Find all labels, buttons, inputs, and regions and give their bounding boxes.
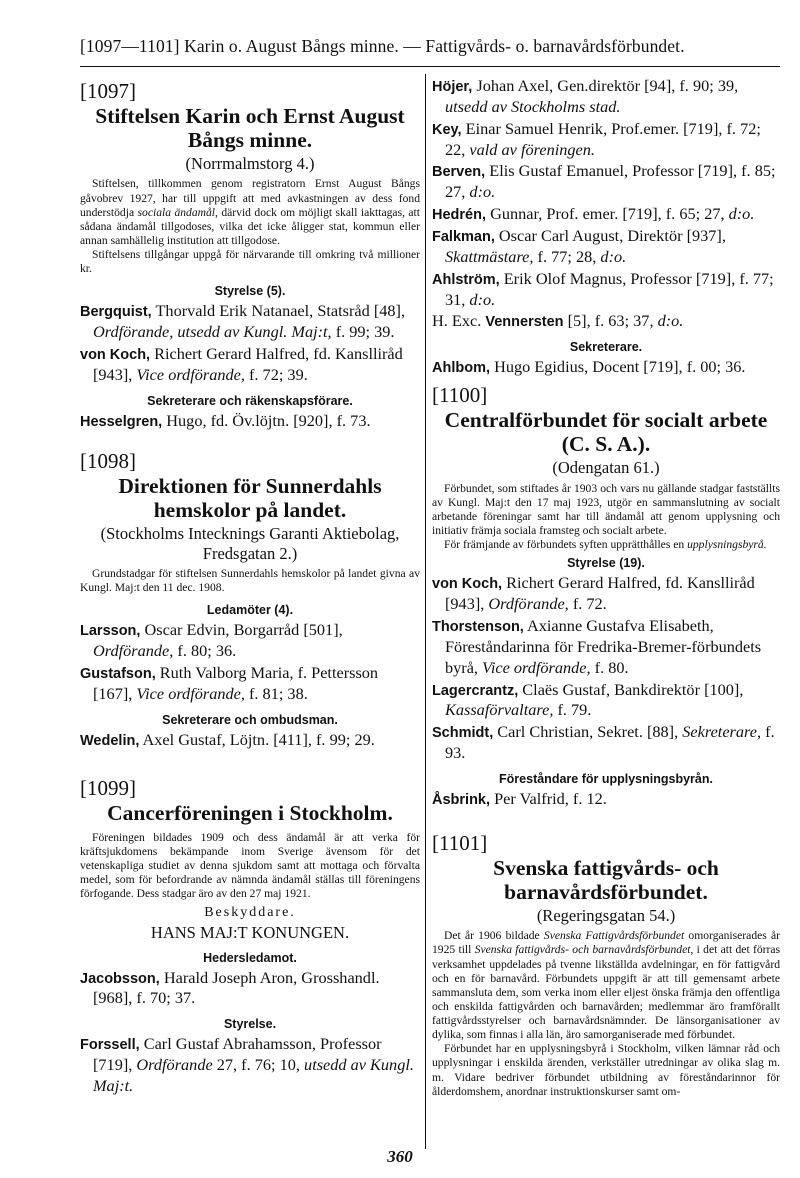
secretary-heading-1099: Sekreterare. <box>569 340 643 355</box>
section-description-1101: Det år 1906 bildade Svenska Fattigvårdsförbundet omorganiserades år 1925 till Svenska fattigvårds- och barnavårdsförbundet, i det att det förras verksamhet uppdelades på tvenne likställda avdelningar, en för fattigvård och en för barnavård. Förbundets uppgift är att till gemensamt arbete sammansluta dem, som verka inom eller eljest önska främja den offentliga och enskilda fattigvården och barnavården; medlemmar äro framförallt fattigvårdsstyrelser och barnavårdsnämnder. De länsorganisationer av dylika, som finnas i alla län, äro samorganiserade med förbundet. <box>432 929 781 1042</box>
section-description-1098: Grundstadgar för stiftelsen Sunnerdahls hemskolor på landet givna av Kungl. Maj:t den 11 dec. 1908. <box>80 567 420 595</box>
secretary-heading-1097: Sekreterare och räkenskapsförare. <box>147 393 353 408</box>
board-heading-1099: Styrelse. <box>223 1017 277 1032</box>
section-title-1099: Cancerföreningen i Stockholm. <box>107 800 393 825</box>
section-description-1097: Stiftelsen, tillkommen genom registratorn Ernst August Bångs gåvobrev 1927, har till uppgift att med avkastningen av dess fond understödja sociala ändamål, därvid dock om möjligt skall iakttagas, att sådana ändamål tillgodoses, vilka det icke åligger stat, kommun eller annan samhällelig institution att tillgodose. <box>80 177 420 247</box>
board-heading-1097: Styrelse (5). <box>214 284 286 299</box>
section-description-1100: Förbundet, som stiftades år 1903 och vars nu gällande stadgar fastställts av Kungl. Maj:t den 17 maj 1923, utgör en sammanslutning av socialt arbetande föreningar samt har till ändamål att genom upplysning och initiativ främja sociala framsteg och socialt arbete. <box>432 481 780 537</box>
person-entry: Thorstenson, Axianne Gustafva Elisabeth, Föreståndarinna för Fredrika-Bremer-förbundets byrå, Vice ordförande, f. 80. <box>432 615 762 677</box>
person-entry: von Koch, Richert Gerard Halfred, fd. Kanslliråd [943], Ordförande, f. 72. <box>432 573 755 614</box>
person-entry: Hesselgren, Hugo, fd. Öv.löjtn. [920], f. 73. <box>80 410 371 430</box>
section-description-1101-bureau: Förbundet har en upplysningsbyrå i Stockholm, vilken lämnar råd och upplysningar i enskilda ärenden, verkställer utredningar av olika slag m. m. Vidare bedriver förbundet utbildning av föreståndarinnor för ålderdomshem, anordnar instruktionskurser samt om- <box>432 1042 780 1098</box>
person-entry: Jacobsson, Harald Joseph Aron, Grosshandl. [968], f. 70; 37. <box>80 967 380 1008</box>
person-entry: Larsson, Oscar Edvin, Borgarråd [501], Ordförande, f. 80; 36. <box>80 620 343 661</box>
person-entry: Åsbrink, Per Valfrid, f. 12. <box>432 788 607 808</box>
section-title-1098: Direktionen för Sunnerdahls hemskolor på landet. <box>118 473 382 522</box>
header-rule <box>80 66 780 67</box>
section-address-1098: (Stockholms Intecknings Garanti Aktiebolag, Fredsgatan 2.) <box>100 523 400 564</box>
person-entry: Gustafson, Ruth Valborg Maria, f. Pettersson [167], Vice ordförande, f. 81; 38. <box>80 663 379 704</box>
section-number-1097: [1097] <box>80 79 136 103</box>
person-entry: Bergquist, Thorvald Erik Natanael, Statsråd [48], Ordförande, utsedd av Kungl. Maj:t, f. 99; 39. <box>80 301 406 342</box>
person-entry: Ahlström, Erik Olof Magnus, Professor [719], f. 77; 31, d:o. <box>432 268 774 309</box>
person-entry: Berven, Elis Gustaf Emanuel, Professor [719], f. 85; 27, d:o. <box>432 161 776 202</box>
person-entry: Wedelin, Axel Gustaf, Löjtn. [411], f. 99; 29. <box>80 729 375 749</box>
patron-heading-1099: Beskyddare. <box>204 904 296 920</box>
honorary-heading-1099: Hedersledamot. <box>203 950 297 965</box>
section-address-1101: (Regeringsgatan 54.) <box>536 906 676 926</box>
section-address-1100: (Odengatan 61.) <box>552 458 660 478</box>
section-description-1099: Föreningen bildades 1909 och dess ändamål är att verka för kräftsjukdomens bekämpande inom Sverige ävensom för det vetenskapliga studiet av denna sjukdom samt att mottaga och förvalta medel, som för befordrande av nämnda ändamål ställas till föreningens förfogande. Dess stadgar äro av den 27 maj 1921. <box>80 830 420 901</box>
section-title-1101: Svenska fattigvårds- och barnavårdsförbundet. <box>493 855 719 905</box>
person-entry: Schmidt, Carl Christian, Sekret. [88], Sekreterare, f. 93. <box>432 722 775 763</box>
person-entry: H. Exc. Vennersten [5], f. 63; 37, d:o. <box>432 311 684 331</box>
page-number: 360 <box>387 1147 413 1166</box>
section-description-1100-bureau: För främjande av förbundets syften upprätthålles en upplysningsbyrå. <box>444 538 767 552</box>
members-heading-1098: Ledamöter (4). <box>206 603 294 618</box>
person-entry: von Koch, Richert Gerard Halfred, fd. Kanslliråd [943], Vice ordförande, f. 72; 39. <box>80 344 403 384</box>
left-column <box>80 74 420 1098</box>
section-number-1100: [1100] <box>432 383 488 408</box>
board-heading-1100: Styrelse (19). <box>567 556 645 571</box>
right-column <box>432 74 780 1099</box>
column-divider <box>425 74 426 1149</box>
person-entry: Forssell, Carl Gustaf Abrahamsson, Professor [719], Ordförande 27, f. 76; 10, utsedd av Kungl. Maj:t. <box>80 1034 414 1096</box>
section-number-1101: [1101] <box>432 830 488 855</box>
secretary-heading-1098: Sekreterare och ombudsman. <box>162 712 338 727</box>
person-entry: Key, Einar Samuel Henrik, Prof.emer. [719], f. 72; 22, vald av föreningen. <box>432 118 761 159</box>
running-header: [1097—1101] Karin o. August Bångs minne. — Fattigvårds- o. barnavårdsförbundet. <box>80 36 685 56</box>
person-entry: Falkman, Oscar Carl August, Direktör [937], Skattmästare, f. 77; 28, d:o. <box>432 226 726 266</box>
section-title-1100: Centralförbundet för socialt arbete (C. S. A.). <box>444 408 768 457</box>
section-number-1099: [1099] <box>80 775 136 800</box>
patron-name-1099: HANS MAJ:T KONUNGEN. <box>150 922 350 942</box>
section-address-1097: (Norrmalmstorg 4.) <box>185 154 315 174</box>
person-entry: Ahlbom, Hugo Egidius, Docent [719], f. 00; 36. <box>432 357 746 377</box>
person-entry: Lagercrantz, Claës Gustaf, Bankdirektör [100], Kassaförvaltare, f. 79. <box>432 679 744 720</box>
section-number-1098: [1098] <box>80 448 136 473</box>
bureau-heading-1100: Föreståndare för upplysningsbyrån. <box>499 771 713 786</box>
section-title-1097: Stiftelsen Karin och Ernst August Bångs minne. <box>95 104 405 153</box>
person-entry: Höjer, Johan Axel, Gen.direktör [94], f. 90; 39, utsedd av Stockholms stad. <box>432 76 739 116</box>
section-description-1097-assets: Stiftelsens tillgångar uppgå för närvarande till omkring två millioner kr. <box>80 248 420 276</box>
person-entry: Hedrén, Gunnar, Prof. emer. [719], f. 65; 27, d:o. <box>432 204 755 224</box>
